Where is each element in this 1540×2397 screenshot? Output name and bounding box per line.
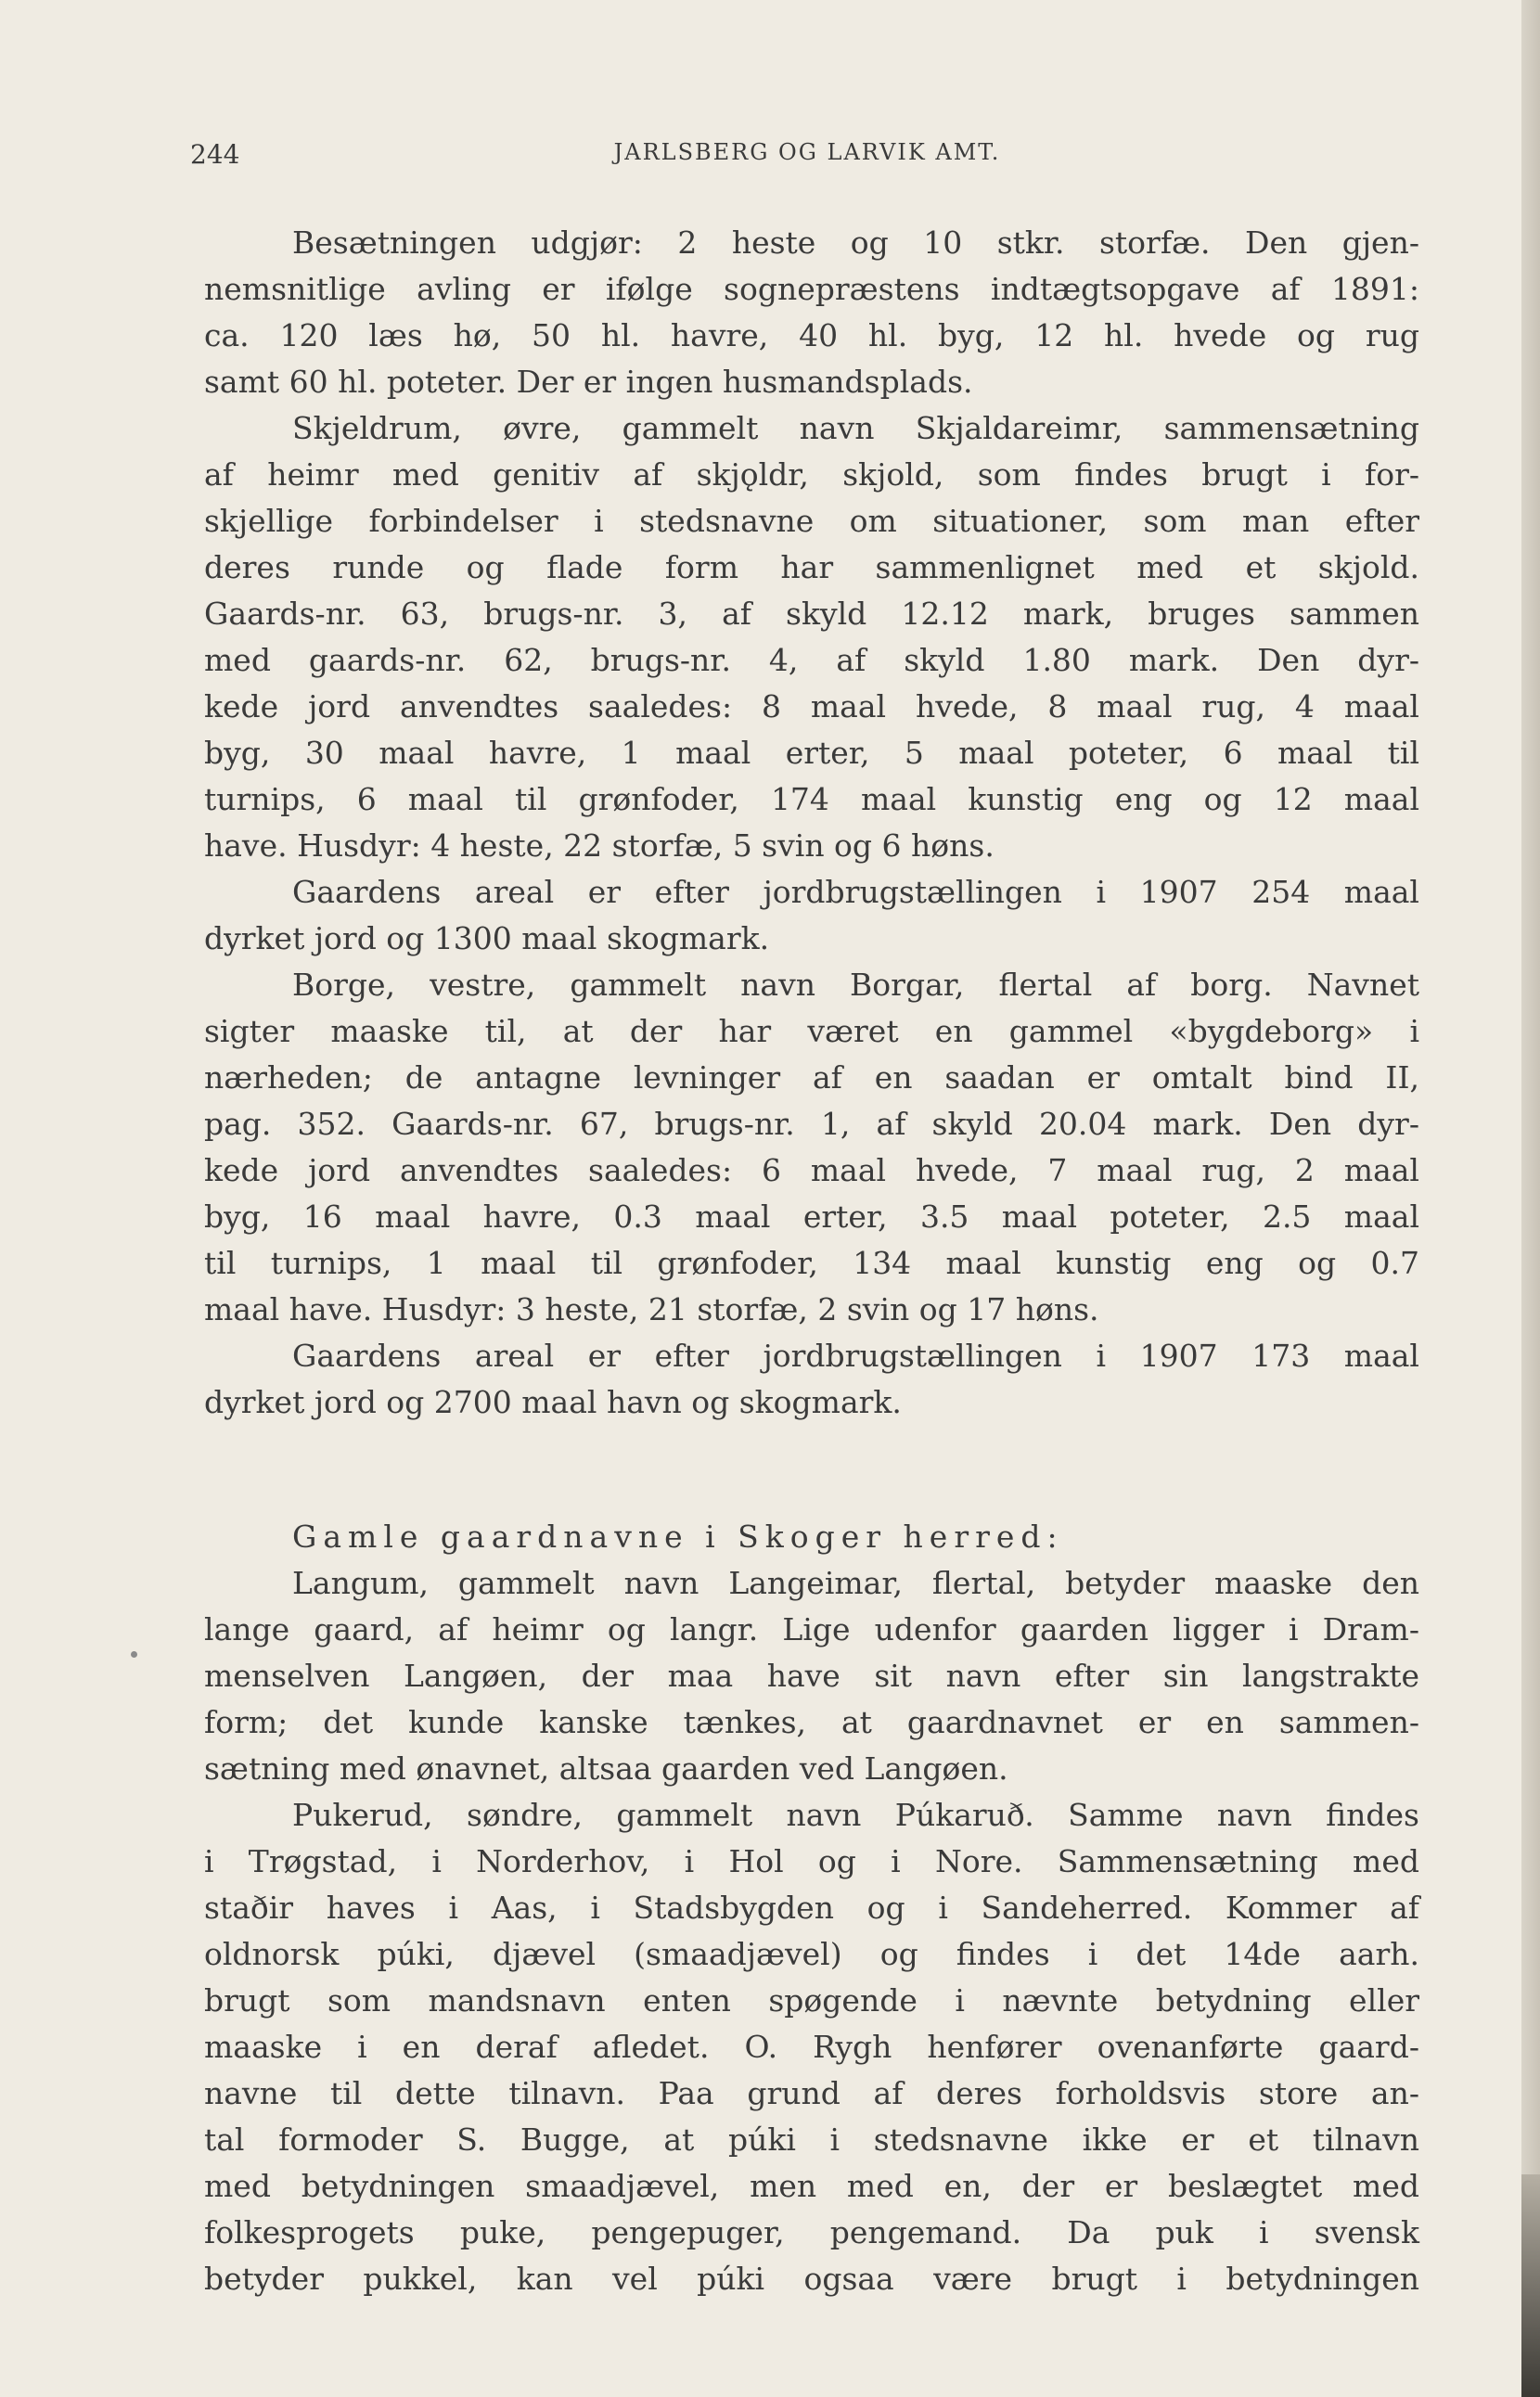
text-line: Gaardens areal er efter jordbrugstællingen i 1907 254 maal: [292, 874, 1419, 910]
text-line: Borge, vestre, gammelt navn Borgar, flertal af borg. Navnet: [292, 967, 1419, 1003]
text-line: til turnips, 1 maal til grønfoder, 134 maal kunstig eng og 0.7: [204, 1245, 1419, 1281]
page-edge: [1521, 0, 1540, 2397]
text-line: Langum, gammelt navn Langeimar, flertal, betyder maaske den: [292, 1565, 1419, 1601]
margin-speck: [131, 1651, 137, 1658]
text-line: betyder pukkel, kan vel púki ogsaa være brugt i betydningen: [204, 2261, 1419, 2297]
text-line: Gaards-nr. 63, brugs-nr. 3, af skyld 12.12 mark, bruges sammen: [204, 596, 1419, 632]
text-line: tal formoder S. Bugge, at púki i stedsnavne ikke er et tilnavn: [204, 2121, 1419, 2158]
text-line: med gaards-nr. 62, brugs-nr. 4, af skyld 1.80 mark. Den dyr-: [204, 642, 1419, 678]
text-line: navne til dette tilnavn. Paa grund af deres forholdsvis store an-: [204, 2075, 1419, 2111]
text-line: med betydningen smaadjævel, men med en, der er beslægtet med: [204, 2168, 1419, 2204]
text-line: kede jord anvendtes saaledes: 6 maal hvede, 7 maal rug, 2 maal: [204, 1152, 1419, 1188]
text-line: ca. 120 læs hø, 50 hl. havre, 40 hl. byg, 12 hl. hvede og rug: [204, 317, 1419, 353]
text-line: maaske i en deraf afledet. O. Rygh henfører ovenanførte gaard-: [204, 2029, 1419, 2065]
page-number: 244: [190, 139, 240, 170]
text-line: i Trøgstad, i Norderhov, i Hol og i Nore. Sammensætning med: [204, 1843, 1419, 1879]
text-line: sætning med ønavnet, altsaa gaarden ved Langøen.: [204, 1750, 1008, 1787]
text-line: samt 60 hl. poteter. Der er ingen husmandsplads.: [204, 364, 973, 400]
text-line: have. Husdyr: 4 heste, 22 storfæ, 5 svin og 6 høns.: [204, 827, 995, 864]
text-line: form; det kunde kanske tænkes, at gaardnavnet er en sammen-: [204, 1704, 1419, 1740]
page-edge-shadow: [1521, 2174, 1540, 2397]
text-line: Besætningen udgjør: 2 heste og 10 stkr. storfæ. Den gjen-: [292, 224, 1419, 261]
text-line: menselven Langøen, der maa have sit navn efter sin langstrakte: [204, 1658, 1419, 1694]
text-line: nemsnitlige avling er ifølge sognepræstens indtægtsopgave af 1891:: [204, 271, 1419, 307]
text-line: Skjeldrum, øvre, gammelt navn Skjaldareimr, sammensætning: [292, 410, 1419, 446]
running-title: JARLSBERG OG LARVIK AMT.: [613, 139, 1001, 165]
text-line: pag. 352. Gaards-nr. 67, brugs-nr. 1, af skyld 20.04 mark. Den dyr-: [204, 1106, 1419, 1142]
text-line: deres runde og flade form har sammenlignet med et skjold.: [204, 549, 1419, 585]
text-line: dyrket jord og 1300 maal skogmark.: [204, 920, 770, 956]
text-line: sigter maaske til, at der har været en gammel «bygdeborg» i: [204, 1013, 1419, 1049]
text-line: nærheden; de antagne levninger af en saadan er omtalt bind II,: [204, 1059, 1419, 1096]
text-line: kede jord anvendtes saaledes: 8 maal hvede, 8 maal rug, 4 maal: [204, 688, 1419, 724]
text-line: brugt som mandsnavn enten spøgende i nævnte betydning eller: [204, 1982, 1419, 2019]
text-line: maal have. Husdyr: 3 heste, 21 storfæ, 2 svin og 17 høns.: [204, 1291, 1099, 1327]
text-line: byg, 30 maal havre, 1 maal erter, 5 maal poteter, 6 maal til: [204, 735, 1419, 771]
text-line: dyrket jord og 2700 maal havn og skogmark.: [204, 1384, 902, 1420]
text-line: turnips, 6 maal til grønfoder, 174 maal kunstig eng og 12 maal: [204, 781, 1419, 817]
text-line: oldnorsk púki, djævel (smaadjævel) og findes i det 14de aarh.: [204, 1936, 1419, 1972]
text-line: byg, 16 maal havre, 0.3 maal erter, 3.5 maal poteter, 2.5 maal: [204, 1198, 1419, 1235]
page-header: [190, 139, 1424, 176]
text-line: staðir haves i Aas, i Stadsbygden og i Sandeherred. Kommer af: [204, 1890, 1419, 1926]
text-line: skjellige forbindelser i stedsnavne om situationer, som man efter: [204, 503, 1419, 539]
section-heading: Gamle gaardnavne i Skoger herred:: [292, 1519, 1064, 1555]
text-line: Pukerud, søndre, gammelt navn Púkaruð. Samme navn findes: [292, 1797, 1419, 1833]
text-line: af heimr med genitiv af skjǫldr, skjold, som findes brugt i for-: [204, 456, 1419, 493]
text-line: Gaardens areal er efter jordbrugstællingen i 1907 173 maal: [292, 1338, 1419, 1374]
text-line: folkesprogets puke, pengepuger, pengemand. Da puk i svensk: [204, 2214, 1419, 2250]
text-line: lange gaard, af heimr og langr. Lige udenfor gaarden ligger i Dram-: [204, 1611, 1419, 1647]
